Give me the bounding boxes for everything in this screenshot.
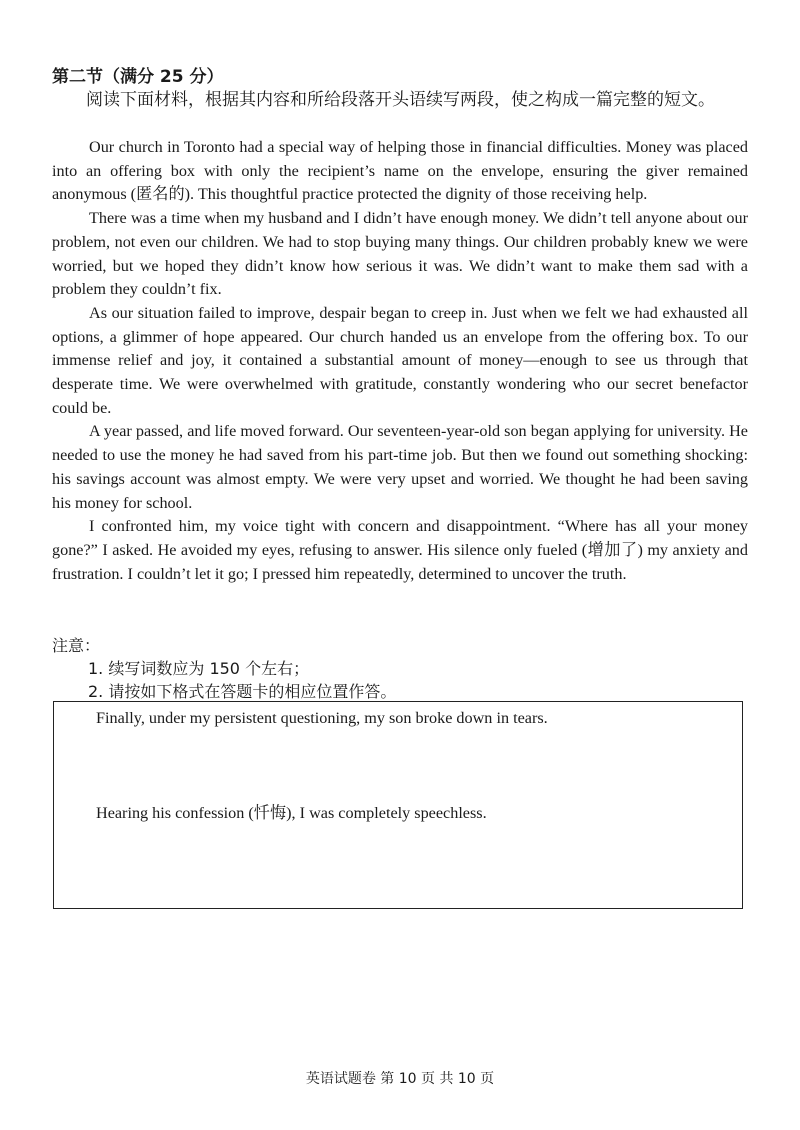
note-item: 1. 续写词数应为 150 个左右；: [88, 659, 310, 678]
instructions: 阅读下面材料，根据其内容和所给段落开头语续写两段，使之构成一篇完整的短文。: [86, 90, 715, 110]
paragraph-opener-1: Finally, under my persistent questioning, my son broke down in tears.: [96, 709, 548, 727]
passage-paragraph: There was a time when my husband and I didn’t have enough money. We didn’t tell anyone about our problem, not even our children. We had to stop buying many things. Our children probably knew we were worried, but we hoped they didn’t know how serious it was. We didn’t want to make them sad with a problem they couldn’t fix.: [52, 209, 748, 299]
notes-section: [52, 634, 748, 703]
passage-paragraph: I confronted him, my voice tight with concern and disappointment. “Where has all your money gone?” I asked. He avoided my eyes, refusing to answer. His silence only fueled (增加了) my anxiety and frustration. I couldn’t let it go; I pressed him repeatedly, determined to uncover the truth.: [52, 517, 748, 583]
passage-paragraph: Our church in Toronto had a special way of helping those in financial difficulties. Money was placed into an offering box with only the recipient’s name on the envelope, ensuring the giver remained anonymous (匿名的). This thoughtful practice protected the dignity of those receiving help.: [52, 138, 748, 204]
passage-paragraph: A year passed, and life moved forward. Our seventeen-year-old son began applying for university. He needed to use the money he had saved from his part-time job. But then we found out something shocking: his savings account was almost empty. We were very upset and worried. We thought he had been saving his money for school.: [52, 422, 748, 512]
passage-paragraph: As our situation failed to improve, despair began to creep in. Just when we felt we had exhausted all options, a glimmer of hope appeared. Our church handed us an envelope from the offering box. To our immense relief and joy, it contained a substantial amount of money—enough to see us through that desperate time. We were overwhelmed with gratitude, constantly wondering who our secret benefactor could be.: [52, 303, 748, 417]
page-footer: 英语试题卷 第 10 页 共 10 页: [305, 1071, 495, 1087]
section-title: 第二节（满分 25 分）: [52, 67, 224, 87]
answer-box: [53, 701, 743, 909]
note-item: 2. 请按如下格式在答题卡的相应位置作答。: [88, 682, 397, 701]
paragraph-opener-2: Hearing his confession (忏悔), I was completely speechless.: [96, 804, 487, 822]
notes-label: 注意：: [52, 636, 101, 655]
reading-passage: [52, 136, 748, 586]
